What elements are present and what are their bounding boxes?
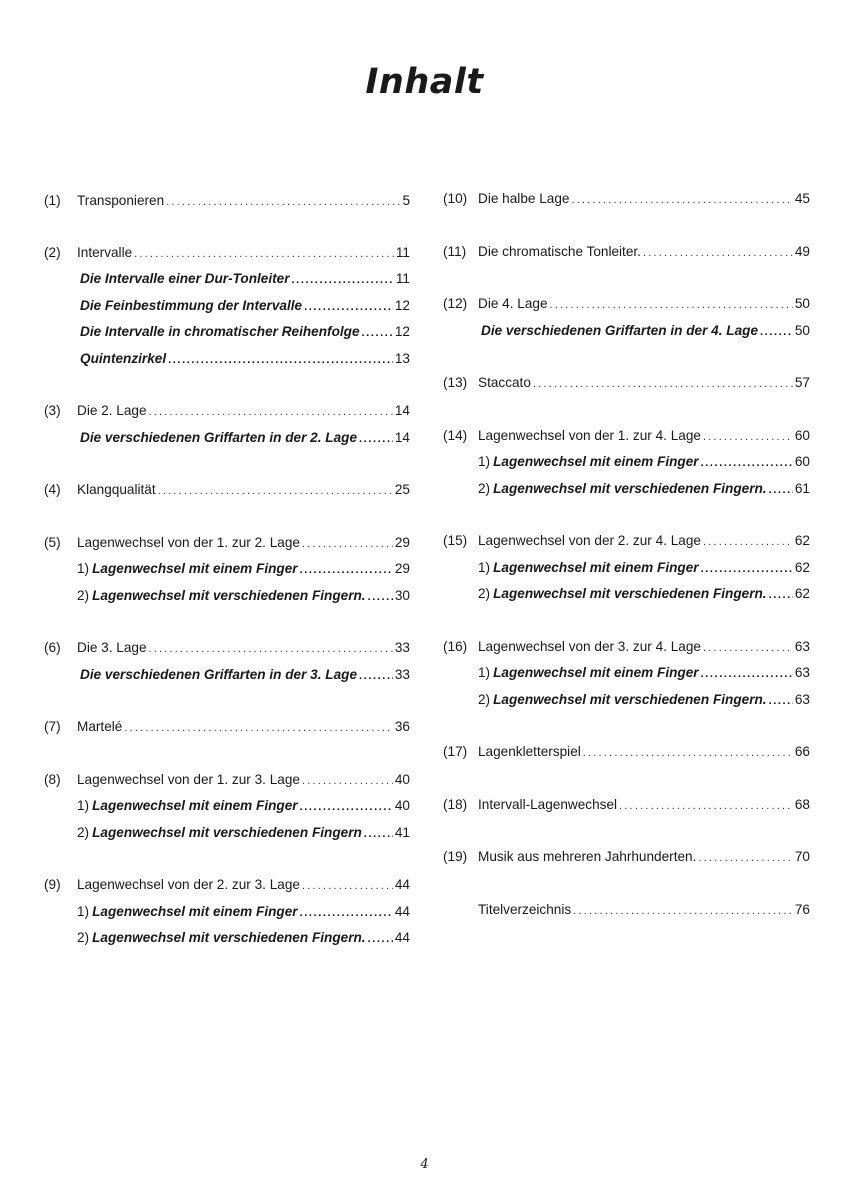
dot-leader — [302, 531, 393, 558]
toc-entry-line — [443, 186, 810, 213]
toc-subentry — [77, 425, 357, 452]
toc-entry-line — [443, 370, 810, 397]
toc-entry-number: (6) — [44, 640, 61, 655]
dot-leader — [124, 715, 393, 742]
toc-entry-number: (17) — [443, 744, 468, 759]
toc-entry-title: Martelé — [77, 719, 123, 734]
dot-leader — [359, 426, 393, 453]
toc-subentry-line — [443, 555, 810, 582]
dot-leader — [166, 189, 400, 216]
toc-entry-line — [44, 188, 410, 215]
toc-subentry-line — [44, 319, 410, 346]
toc-entry-line — [44, 477, 410, 504]
toc-entry-number: (5) — [44, 534, 61, 550]
toc-entry-page: 40 — [394, 771, 410, 787]
toc-entry — [44, 240, 410, 373]
toc-subentry — [77, 820, 362, 847]
toc-left-column — [44, 188, 410, 952]
dot-leader — [302, 873, 393, 900]
dot-leader — [698, 845, 793, 872]
toc-subentry-title: Lagenwechsel mit verschiedenen Fingern. — [493, 586, 767, 601]
toc-entry-number: (13) — [443, 375, 468, 390]
toc-subentry-prefix: 2) — [77, 824, 90, 840]
toc-entry — [44, 714, 410, 741]
toc-subentry-title: Die verschiedenen Griffarten in der 2. Lage — [80, 429, 358, 445]
toc-subentry — [478, 318, 758, 345]
toc-subentry-page: 44 — [394, 930, 410, 945]
toc-entry-number: (14) — [443, 427, 468, 443]
toc-entry-title: Klangqualität — [77, 482, 156, 497]
toc-entry-page: 50 — [794, 296, 810, 311]
toc-entry-line — [44, 714, 410, 741]
toc-entry-line — [44, 398, 410, 425]
toc-subentry-line — [44, 556, 410, 583]
toc-subentry-page: 29 — [394, 561, 410, 576]
toc-subentry-prefix: 1) — [478, 665, 491, 680]
toc-entry-title: Die chromatische Tonleiter. — [478, 243, 641, 259]
dot-leader — [304, 294, 393, 321]
toc-entry-page: 63 — [794, 638, 810, 654]
toc-entry — [44, 398, 410, 451]
dot-leader — [368, 926, 393, 953]
dot-leader — [643, 240, 793, 267]
toc-subentry — [77, 293, 302, 320]
toc-subentry-line — [443, 318, 810, 345]
toc-subentry-prefix: 2) — [478, 586, 491, 601]
dot-leader — [292, 267, 394, 294]
toc-subentry-line — [443, 581, 810, 608]
toc-subentry-page: 62 — [794, 559, 810, 575]
toc-subentry-title: Lagenwechsel mit einem Finger — [92, 561, 298, 576]
dot-leader — [769, 582, 793, 609]
toc-subentry-line — [44, 425, 410, 452]
dot-leader — [573, 898, 793, 925]
toc-entry-page: 44 — [394, 877, 410, 892]
toc-entry-number: (18) — [443, 796, 468, 812]
toc-entry — [443, 897, 810, 924]
toc-entry — [443, 634, 810, 714]
toc-subentry-title: Die verschiedenen Griffarten in der 3. Lage — [80, 666, 358, 682]
dot-leader — [359, 663, 393, 690]
toc-subentry-title: Die verschiedenen Griffarten in der 4. Lage — [481, 322, 759, 338]
toc-subentry — [77, 583, 366, 610]
toc-entry — [44, 530, 410, 610]
toc-entry-title: Lagenwechsel von der 2. zur 3. Lage — [77, 877, 300, 892]
dot-leader — [760, 319, 793, 346]
toc-entry-page: 66 — [794, 744, 810, 759]
toc-subentry-page: 11 — [395, 271, 410, 286]
dot-leader — [701, 661, 793, 688]
toc-subentry — [77, 556, 298, 583]
toc-subentry-prefix: 1) — [478, 559, 491, 575]
toc-subentry-page: 33 — [394, 666, 410, 682]
dot-leader — [300, 900, 393, 927]
toc-subentry-line — [44, 925, 410, 952]
dot-leader — [362, 320, 393, 347]
toc-subentry-prefix: 2) — [478, 480, 491, 496]
toc-subentry — [77, 346, 166, 373]
toc-entry — [443, 528, 810, 608]
toc-entry-page: 45 — [794, 191, 810, 206]
toc-subentry-line — [443, 449, 810, 476]
toc-entry-title: Die halbe Lage — [478, 191, 570, 206]
toc-entry-line — [443, 291, 810, 318]
toc-entry-title: Musik aus mehreren Jahrhunderten. — [478, 849, 697, 864]
toc-subentry-page: 50 — [794, 322, 810, 338]
dot-leader — [703, 529, 793, 556]
toc-subentry-line — [44, 899, 410, 926]
toc-entry-title: Die 4. Lage — [478, 296, 548, 311]
toc-entry-title: Lagenwechsel von der 1. zur 2. Lage — [77, 534, 300, 550]
toc-subentry-page: 61 — [794, 480, 810, 496]
toc-entry-line — [443, 528, 810, 555]
toc-subentry-title: Lagenwechsel mit verschiedenen Fingern — [92, 824, 362, 840]
toc-entry-title: Transponieren — [77, 193, 165, 208]
toc-entry — [44, 872, 410, 952]
toc-subentry-title: Lagenwechsel mit einem Finger — [493, 454, 699, 469]
toc-entry-title: Lagenwechsel von der 3. zur 4. Lage — [478, 638, 701, 654]
toc-entry-number: (7) — [44, 719, 61, 734]
dot-leader — [769, 688, 793, 715]
toc-subentry-line — [44, 583, 410, 610]
toc-subentry — [478, 581, 767, 608]
toc-subentry-line — [44, 346, 410, 373]
dot-leader — [550, 292, 793, 319]
toc-entry-page: 11 — [395, 244, 410, 260]
toc-entry-line — [44, 767, 410, 794]
toc-entry-number: (1) — [44, 193, 61, 208]
dot-leader — [149, 399, 393, 426]
toc-entry-page: 36 — [394, 719, 410, 734]
dot-leader — [571, 187, 792, 214]
toc-entry-number: (8) — [44, 771, 61, 787]
toc-subentry-line — [44, 793, 410, 820]
toc-subentry-page: 44 — [394, 903, 410, 919]
toc-entry — [443, 291, 810, 344]
toc-entry-line — [443, 897, 810, 924]
toc-subentry — [77, 319, 360, 346]
toc-entry — [443, 844, 810, 871]
dot-leader — [769, 477, 793, 504]
toc-entry — [443, 186, 810, 213]
toc-entry-number: (15) — [443, 533, 468, 548]
toc-subentry-title: Lagenwechsel mit einem Finger — [92, 798, 298, 813]
dot-leader — [619, 793, 793, 820]
toc-subentry-line — [443, 687, 810, 714]
toc-subentry-title: Lagenwechsel mit einem Finger — [493, 665, 699, 680]
toc-entry-title: Lagenwechsel von der 2. zur 4. Lage — [478, 533, 701, 548]
toc-subentry-page: 30 — [394, 587, 410, 603]
toc-subentry-title: Lagenwechsel mit einem Finger — [92, 903, 298, 919]
toc-subentry-title: Lagenwechsel mit verschiedenen Fingern. — [92, 930, 366, 945]
toc-subentry-line — [443, 660, 810, 687]
dot-leader — [368, 584, 393, 611]
toc-entry — [44, 767, 410, 847]
dot-leader — [583, 740, 793, 767]
toc-entry-page: 33 — [394, 640, 410, 655]
dot-leader — [300, 794, 393, 821]
toc-entry-line — [443, 634, 810, 661]
toc-subentry-line — [443, 476, 810, 503]
page-number: 4 — [420, 1157, 429, 1172]
toc-subentry-page: 60 — [794, 454, 810, 469]
toc-subentry-page: 62 — [794, 586, 810, 601]
toc-entry — [443, 739, 810, 766]
toc-entry-page: 76 — [794, 901, 810, 917]
toc-subentry-title: Die Feinbestimmung der Intervalle — [80, 297, 303, 313]
toc-subentry — [77, 925, 366, 952]
toc-subentry-line — [44, 662, 410, 689]
toc-entry-line — [443, 792, 810, 819]
toc-entry-title: Die 3. Lage — [77, 640, 147, 655]
toc-entry-page: 57 — [794, 375, 810, 390]
toc-entry-number: (12) — [443, 296, 468, 311]
toc-subentry-page: 41 — [394, 824, 410, 840]
toc-subentry-prefix: 1) — [77, 903, 90, 919]
dot-leader — [364, 821, 393, 848]
toc-subentry-page: 14 — [394, 429, 410, 445]
toc-entry-title: Lagenkletterspiel — [478, 744, 581, 759]
toc-entry-title: Staccato — [478, 375, 531, 390]
toc-entry-page: 5 — [402, 193, 410, 208]
toc-entry-page: 25 — [394, 482, 410, 497]
toc-subentry-title: Lagenwechsel mit verschiedenen Fingern. — [493, 691, 767, 707]
toc-subentry-line — [44, 820, 410, 847]
toc-subentry — [478, 687, 767, 714]
toc-entry — [44, 477, 410, 504]
toc-subentry-prefix: 2) — [478, 691, 491, 707]
toc-entry-number: (2) — [44, 244, 61, 260]
dot-leader — [149, 636, 393, 663]
page-title: Inhalt — [365, 62, 484, 102]
toc-entry-number: (4) — [44, 482, 61, 497]
toc-subentry-prefix: 2) — [77, 930, 90, 945]
toc-entry-page: 68 — [794, 796, 810, 812]
toc-subentry-title: Lagenwechsel mit einem Finger — [493, 559, 699, 575]
toc-entry — [443, 370, 810, 397]
toc-subentry-line — [44, 266, 410, 293]
toc-entry-line — [44, 635, 410, 662]
toc-entry-title: Intervalle — [77, 244, 133, 260]
toc-entry — [443, 792, 810, 819]
toc-subentry-page: 12 — [394, 297, 410, 313]
toc-subentry — [77, 899, 298, 926]
toc-subentry-page: 40 — [394, 798, 410, 813]
toc-entry-title: Die 2. Lage — [77, 403, 147, 418]
toc-entry-line — [44, 530, 410, 557]
toc-entry-number: (19) — [443, 849, 468, 864]
toc-entry-page: 14 — [394, 403, 410, 418]
toc-entry — [44, 635, 410, 688]
toc-subentry — [77, 266, 290, 293]
toc-subentry — [478, 555, 699, 582]
dot-leader — [300, 557, 393, 584]
toc-subentry-page: 13 — [394, 350, 410, 366]
dot-leader — [302, 768, 393, 795]
toc-subentry — [478, 476, 767, 503]
toc-entry-number: (16) — [443, 638, 468, 654]
toc-subentry-title: Lagenwechsel mit verschiedenen Fingern. — [493, 480, 767, 496]
toc-right-column — [443, 186, 810, 923]
toc-entry-number: (10) — [443, 191, 468, 206]
dot-leader — [701, 556, 793, 583]
toc-entry-page: 70 — [794, 849, 810, 864]
toc-entry-number: (9) — [44, 877, 61, 892]
toc-entry-line — [443, 239, 810, 266]
dot-leader — [703, 424, 793, 451]
toc-entry-title: Intervall-Lagenwechsel — [478, 796, 618, 812]
toc-subentry-page: 12 — [394, 324, 410, 339]
toc-subentry-prefix: 1) — [77, 798, 90, 813]
toc-entry-line — [443, 739, 810, 766]
toc-entry-number: (11) — [443, 243, 467, 259]
toc-subentry-page: 63 — [794, 665, 810, 680]
toc-entry-page: 29 — [394, 534, 410, 550]
toc-entry — [443, 423, 810, 503]
dot-leader — [533, 371, 793, 398]
toc-entry-number: (3) — [44, 403, 61, 418]
toc-entry-title: Lagenwechsel von der 1. zur 4. Lage — [478, 427, 701, 443]
toc-subentry — [478, 449, 699, 476]
toc-subentry-title: Lagenwechsel mit verschiedenen Fingern. — [92, 587, 366, 603]
toc-entry-line — [443, 423, 810, 450]
toc-subentry-title: Quintenzirkel — [80, 350, 167, 366]
toc-entry-title: Titelverzeichnis — [478, 901, 572, 917]
toc-subentry-page: 63 — [794, 691, 810, 707]
toc-subentry-prefix: 1) — [77, 561, 90, 576]
toc-entry-line — [44, 240, 410, 267]
toc-entry — [44, 188, 410, 215]
toc-subentry-line — [44, 293, 410, 320]
toc-entry-title: Lagenwechsel von der 1. zur 3. Lage — [77, 771, 300, 787]
toc-subentry — [478, 660, 699, 687]
toc-subentry — [77, 793, 298, 820]
toc-subentry-prefix: 2) — [77, 587, 90, 603]
toc-entry — [443, 239, 810, 266]
dot-leader — [701, 450, 793, 477]
dot-leader — [158, 478, 393, 505]
toc-entry-page: 60 — [794, 427, 810, 443]
dot-leader — [168, 347, 393, 374]
toc-entry-page: 49 — [794, 243, 810, 259]
toc-subentry-prefix: 1) — [478, 454, 491, 469]
dot-leader — [703, 635, 793, 662]
toc-subentry-title: Die Intervalle in chromatischer Reihenfolge — [80, 324, 360, 339]
toc-subentry-title: Die Intervalle einer Dur-Tonleiter — [80, 271, 290, 286]
toc-entry-page: 62 — [794, 533, 810, 548]
toc-subentry — [77, 662, 357, 689]
dot-leader — [134, 241, 394, 268]
toc-entry-line — [443, 844, 810, 871]
toc-entry-line — [44, 872, 410, 899]
